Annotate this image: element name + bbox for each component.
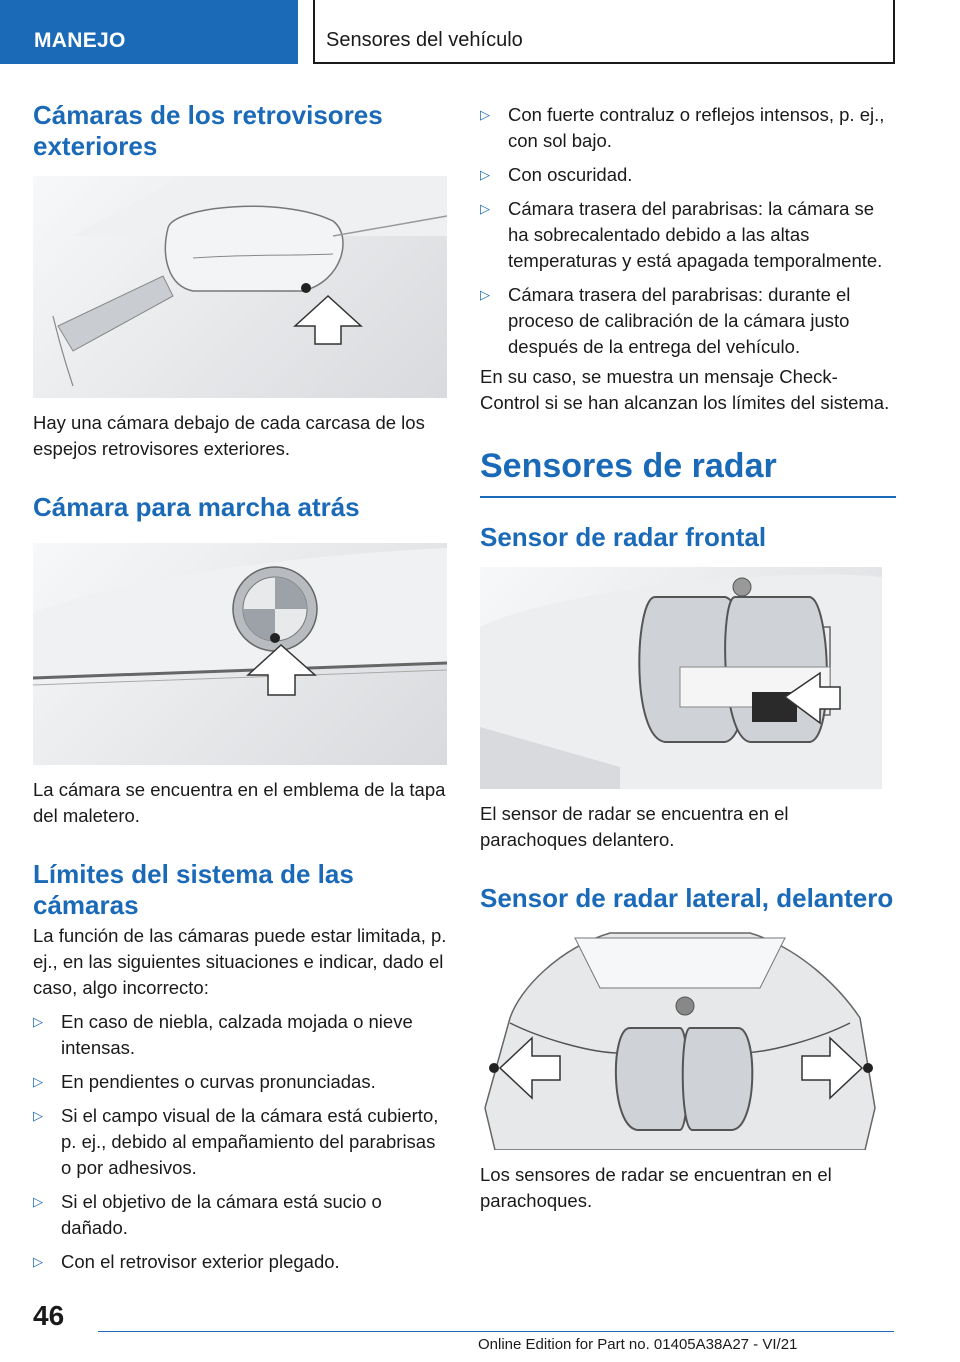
rear-camera-text: La cámara se encuentra en el emblema de la tapa del maletero. [33,779,446,826]
list-item: ▷ Con oscuridad. [480,162,896,188]
footer-rule [98,1331,894,1332]
heading-mirror-cameras: Cámaras de los retrovisores exteriores [33,100,383,161]
page-number: 46 [33,1300,65,1331]
list-item: ▷ En pendientes o curvas pronunciadas. [33,1069,449,1095]
footer-edition: Online Edition for Part no. 01405A38A27 - VI/21 [478,1336,798,1353]
header-section-label: MANEJO [34,29,126,52]
radar-sensor-right [863,1063,873,1073]
list-item: ▷ Cámara trasera del parabrisas: la cámara se ha sobrecalentado debido a las altas temperaturas y está apagada temporalmente. [480,196,896,274]
camera-limits-intro: La función de las cámaras puede estar limitada, p. ej., en las siguientes situaciones e indicar, dado el caso, algo incorrecto: [33,925,447,998]
list-item: ▷ En caso de niebla, calzada mojada o nieve intensas. [33,1009,449,1061]
bmw-logo-icon [676,997,694,1015]
header-chapter-label: Sensores del vehículo [326,29,523,51]
heading-radar-sensors: Sensores de radar [480,446,896,498]
figure-rear-camera [33,543,447,765]
list-item: ▷ Cámara trasera del parabrisas: durante el proceso de calibración de la cámara justo después de la entrega del vehículo. [480,282,896,360]
list-item: ▷ Con fuerte contraluz o reflejos intensos, p. ej., con sol bajo. [480,102,896,154]
heading-lateral-radar: Sensor de radar lateral, delantero [480,883,894,913]
camera-limits-list-continued [480,102,896,360]
camera-dot [270,633,280,643]
check-control-text: En su caso, se muestra un mensaje Check-Control si se han alcanzan los límites del sistema. [480,366,890,413]
heading-rear-camera: Cámara para marcha atrás [33,492,360,522]
camera-dot [301,283,311,293]
front-radar-text: El sensor de radar se encuentra en el parachoques delantero. [480,803,789,850]
car-front-illustration [480,928,882,1150]
mirror-illustration [33,176,447,398]
trunk-emblem-illustration [33,543,447,765]
right-column [480,102,896,1214]
mirror-camera-text: Hay una cámara debajo de cada carcasa de los espejos retrovisores exteriores. [33,412,425,459]
left-column [33,100,449,1275]
list-item: ▷ Si el campo visual de la cámara está cubierto, p. ej., debido al empañamiento del parabrisas o por adhesivos. [33,1103,449,1181]
figure-lateral-radar [480,928,882,1150]
list-item: ▷ Con el retrovisor exterior plegado. [33,1249,449,1275]
list-item: ▷ Si el objetivo de la cámara está sucio o dañado. [33,1189,449,1241]
heading-camera-limits: Límites del sistema de las cámaras [33,859,354,920]
figure-mirror-camera [33,176,447,398]
figure-front-radar [480,567,882,789]
heading-front-radar: Sensor de radar frontal [480,522,767,552]
arrow-up-icon [295,296,361,344]
front-bumper-illustration [480,567,882,789]
header-section-tab [0,0,298,64]
header-chapter-box [313,0,895,64]
radar-sensor-left [489,1063,499,1073]
lateral-radar-text: Los sensores de radar se encuentran en el parachoques. [480,1164,832,1211]
bmw-logo-icon [733,578,751,596]
camera-limits-list [33,1009,449,1275]
